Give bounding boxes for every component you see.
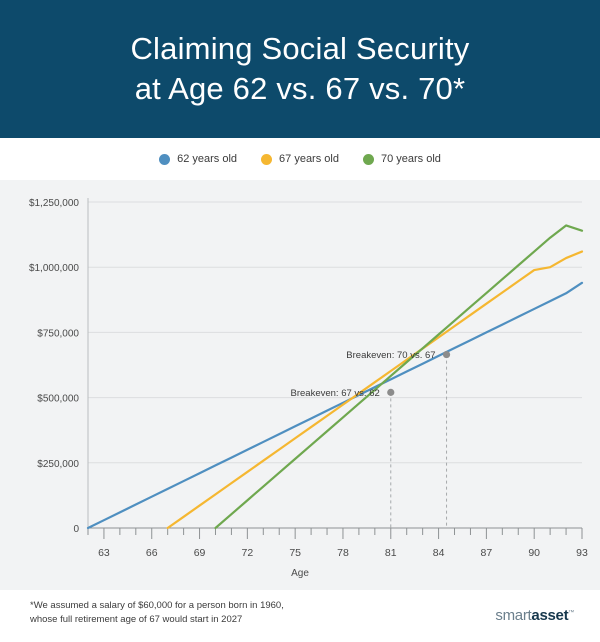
page-title-line-1: Claiming Social Security: [130, 31, 470, 66]
page-title-line-2: at Age 62 vs. 67 vs. 70*: [134, 71, 466, 106]
y-axis-tick-label: $750,000: [37, 328, 79, 340]
x-axis-tick-label: 75: [289, 547, 302, 559]
legend-item-62[interactable]: [159, 153, 237, 165]
brand-logo-light: smart: [495, 607, 532, 624]
legend-item-67[interactable]: [261, 153, 339, 165]
legend-label-70: 70 years old: [380, 153, 441, 165]
line-chart: [0, 180, 600, 590]
x-axis-tick-label: 90: [528, 547, 541, 559]
y-axis-tick-label: $1,000,000: [28, 263, 79, 275]
x-axis-title: Age: [291, 568, 309, 579]
x-axis-tick-label: 93: [576, 547, 588, 559]
brand-logo: [495, 607, 574, 624]
legend-item-70[interactable]: [363, 153, 441, 165]
x-axis-tick-label: 66: [145, 547, 158, 559]
x-axis-tick-label: 63: [98, 547, 110, 559]
y-axis-tick-label: 0: [73, 524, 79, 535]
legend-swatch-62-icon: [159, 154, 170, 165]
y-axis-tick-label: $500,000: [37, 393, 79, 405]
footnote: [30, 599, 410, 627]
x-axis-tick-label: 69: [193, 547, 206, 559]
x-axis-tick-label: 72: [241, 547, 254, 559]
chart-legend: [0, 138, 600, 180]
y-axis-tick-label: $1,250,000: [28, 198, 79, 209]
legend-swatch-70-icon: [363, 154, 374, 165]
x-axis-tick-label: 78: [337, 547, 349, 559]
footnote-line-2: whose full retirement age of 67 would start in 2027: [30, 614, 243, 625]
footnote-line-1: *We assumed a salary of $60,000 for a person born in 1960,: [30, 600, 284, 611]
header-banner: [0, 0, 600, 138]
breakeven-marker: [387, 389, 394, 396]
x-axis-tick-label: 84: [432, 547, 445, 559]
x-axis-tick-label: 87: [480, 547, 493, 559]
breakeven-label: Breakeven: 67 vs. 62: [290, 387, 380, 399]
brand-trademark-icon: ™: [568, 610, 574, 616]
breakeven-label: Breakeven: 70 vs. 67: [346, 350, 436, 362]
legend-label-62: 62 years old: [177, 153, 238, 165]
breakeven-marker: [443, 351, 450, 358]
chart-area: [0, 180, 600, 590]
brand-logo-bold: asset: [531, 607, 569, 624]
footer: [0, 590, 600, 642]
y-axis-tick-label: $250,000: [37, 458, 79, 470]
x-axis-tick-label: 81: [384, 547, 397, 559]
legend-swatch-67-icon: [261, 154, 272, 165]
legend-label-67: 67 years old: [279, 153, 339, 165]
